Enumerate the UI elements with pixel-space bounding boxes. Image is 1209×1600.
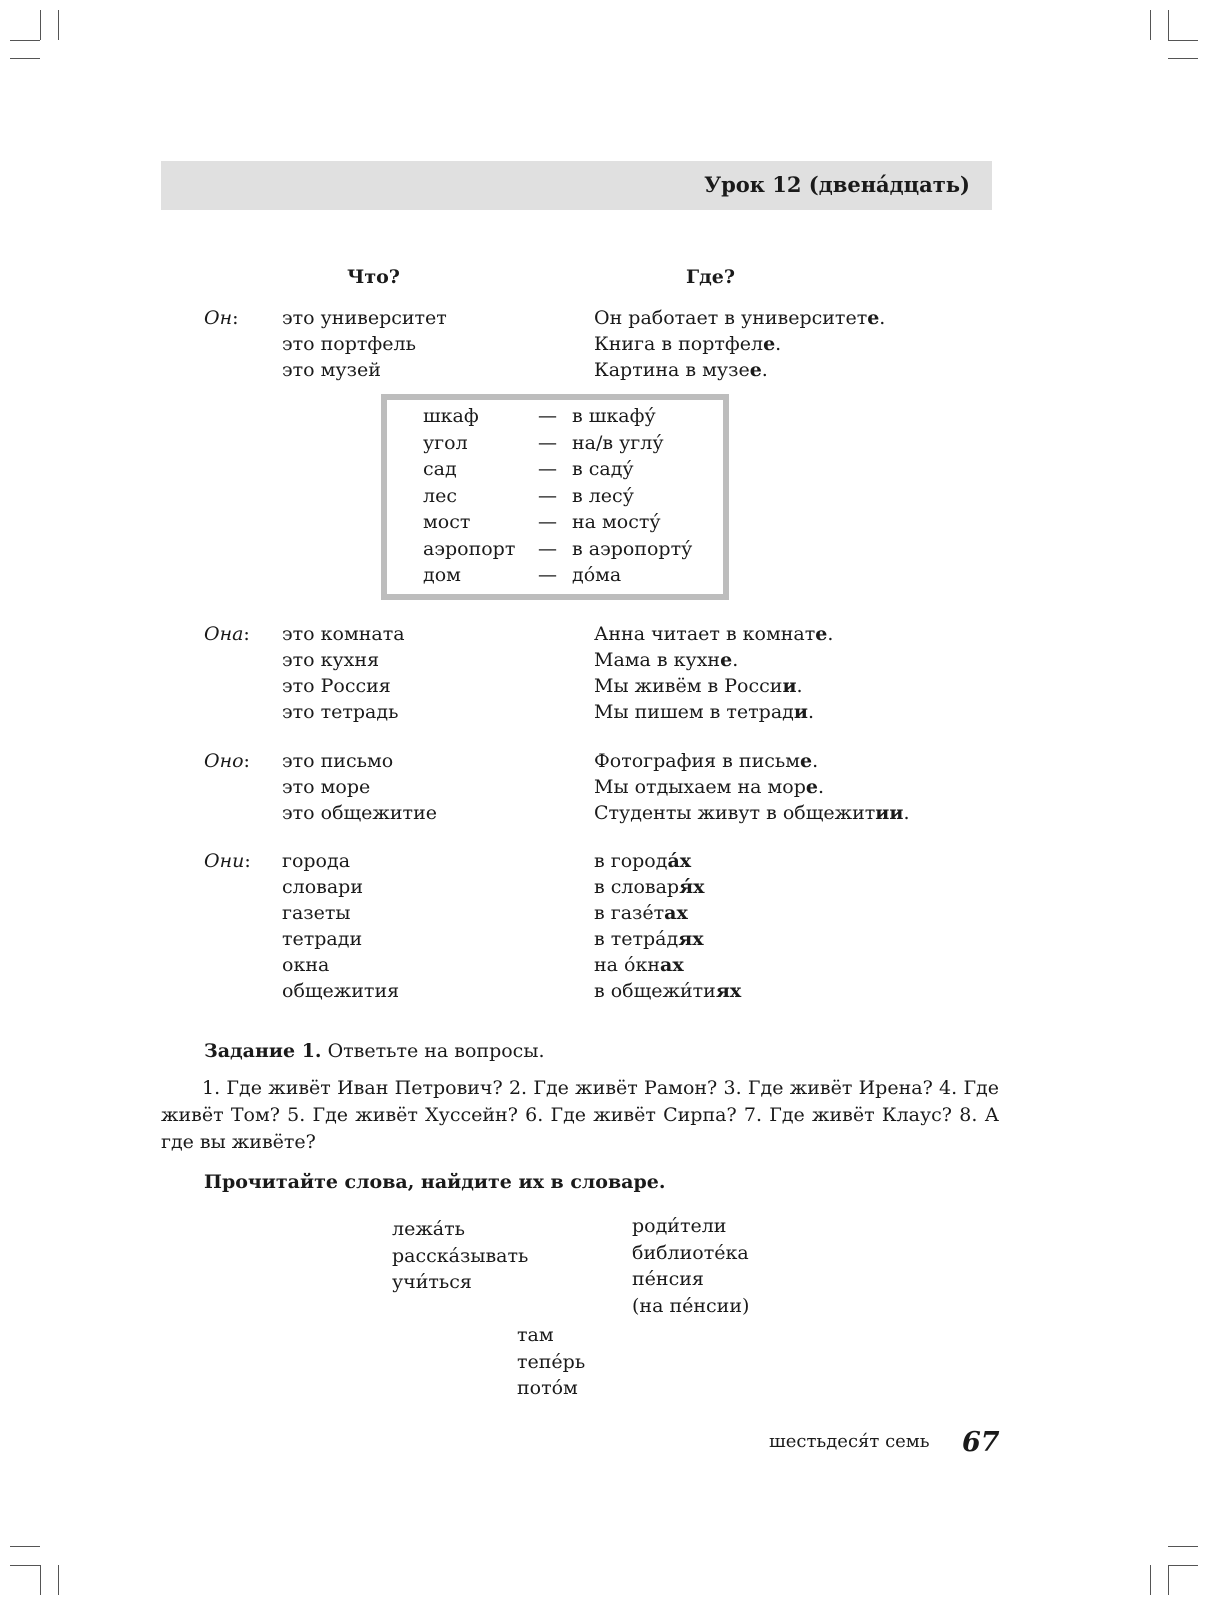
nominative-item: окна (282, 954, 330, 976)
nominative-item: словари (282, 876, 364, 898)
box-word: аэропорт (423, 537, 516, 560)
sentence-stem: в словар (594, 876, 680, 898)
nominative-item: города (282, 850, 351, 872)
vocab-word: тепе́рь (517, 1350, 586, 1373)
crop-mark (10, 58, 40, 59)
nominative-item: это музей (282, 359, 381, 381)
crop-mark (1168, 40, 1198, 41)
vocab-word: пе́нсия (632, 1268, 704, 1290)
pronoun-label (204, 305, 239, 331)
nominative-item: это Россия (282, 675, 391, 697)
crop-mark (10, 1546, 40, 1547)
sentence-stem: Он работает в университет (594, 307, 868, 329)
sentence-stem: в общежи́ти (594, 980, 716, 1002)
pronoun-separator: : (244, 850, 251, 872)
nominative-item: газеты (282, 902, 351, 924)
box-word: угол (423, 431, 468, 454)
sentence-stem: на о́кн (594, 954, 661, 976)
case-ending: и (793, 701, 808, 723)
prepositional-item (594, 978, 741, 1004)
prepositional-item (594, 774, 824, 800)
pronoun-label (204, 621, 250, 647)
pronoun: Оно (204, 750, 244, 772)
pronoun: Она (204, 623, 244, 645)
sentence-stem: Анна читает в комнат (594, 623, 816, 645)
box-word: сад (423, 458, 457, 480)
crop-mark (10, 40, 40, 41)
vocab-word: учи́ться (392, 1271, 472, 1293)
box-form: в саду́ (572, 458, 634, 480)
box-dash: — (538, 564, 557, 586)
nominative-item: это общежитие (282, 802, 437, 824)
sentence-stem: в город (594, 850, 668, 872)
box-dash: — (538, 484, 557, 507)
nominative-item: это комната (282, 623, 405, 645)
vocab-word: лежа́ть (392, 1218, 465, 1240)
case-ending: ах (664, 902, 688, 924)
vocab-word: пото́м (517, 1377, 578, 1399)
box-form: в лесу́ (572, 484, 634, 507)
case-ending: ях (678, 928, 704, 950)
crop-mark (1168, 1565, 1198, 1566)
vocab-heading: Прочитайте слова, найдите их в словаре. (204, 1171, 666, 1193)
pronoun-separator: : (243, 750, 250, 772)
crop-mark (40, 1565, 41, 1595)
prepositional-item (594, 305, 885, 331)
crop-mark (1168, 10, 1169, 40)
sentence-end: . (879, 307, 886, 329)
prepositional-item (594, 848, 691, 874)
case-ending: е (763, 333, 776, 355)
pronoun-label (204, 748, 250, 774)
case-ending: я́х (679, 876, 705, 898)
case-ending: е (805, 776, 818, 798)
crop-mark (40, 10, 41, 40)
sentence-end: . (827, 623, 834, 645)
nominative-item: общежития (282, 980, 400, 1002)
sentence-end: . (903, 802, 910, 824)
vocab-word: (на пе́нсии) (632, 1294, 750, 1317)
prepositional-item (594, 926, 704, 952)
task-1-instruction: Ответьте на вопросы. (321, 1040, 545, 1062)
sentence-stem: Картина в музе (594, 359, 750, 381)
nominative-item: это письмо (282, 750, 394, 772)
case-ending: а́х (667, 850, 692, 872)
prepositional-item (594, 673, 803, 699)
crop-mark (1168, 58, 1198, 59)
pronoun: Они (204, 850, 245, 872)
prepositional-item (594, 357, 768, 383)
sentence-end: . (818, 776, 825, 798)
box-word: дом (423, 564, 461, 586)
pronoun-separator: : (243, 623, 250, 645)
lesson-title: Урок 12 (двена́дцать) (704, 172, 970, 197)
pronoun-separator: : (232, 307, 239, 329)
nominative-item: тетради (282, 928, 363, 950)
case-ending: е (867, 307, 880, 329)
sentence-stem: Мы отдыхаем на мор (594, 776, 806, 798)
sentence-stem: Мы пишем в тетрад (594, 701, 794, 723)
vocab-word: расска́зывать (392, 1244, 529, 1267)
prepositional-item (594, 800, 910, 826)
prepositional-item (594, 748, 818, 774)
case-ending: ии (875, 802, 904, 824)
task-1-questions: 1. Где живёт Иван Петрович? 2. Где живёт Рамон? 3. Где живёт Ирена? 4. Где живёт Том? 5. Где живёт Хуссейн? 6. Где живёт Сирпа? 7. Где живёт Клаус? 8. А где вы живёте? (161, 1077, 999, 1153)
box-form: в аэропорту́ (572, 537, 693, 560)
case-ending: е (749, 359, 762, 381)
prepositional-item (594, 699, 814, 725)
pronoun-label (204, 848, 251, 874)
crop-mark (58, 10, 59, 40)
sentence-stem: Мы живём в Росси (594, 675, 783, 697)
column-heading-where: Где? (686, 266, 736, 288)
box-dash: — (538, 431, 557, 454)
crop-mark (1168, 1565, 1169, 1595)
case-ending: е (800, 750, 813, 772)
sentence-stem: Мама в кухн (594, 649, 721, 671)
lesson-header (161, 161, 992, 210)
sentence-end: . (812, 750, 819, 772)
crop-mark (10, 1565, 40, 1566)
nominative-item: это тетрадь (282, 701, 399, 723)
box-form: на/в углу́ (572, 431, 664, 454)
sentence-stem: Книга в портфел (594, 333, 764, 355)
column-heading-what: Что? (347, 266, 400, 288)
prepositional-item (594, 874, 704, 900)
sentence-end: . (807, 701, 815, 723)
vocab-word: роди́тели (632, 1215, 727, 1237)
box-dash: — (538, 511, 557, 533)
crop-mark (58, 1565, 59, 1595)
box-word: мост (423, 511, 471, 533)
task-1-label: Задание 1. (204, 1040, 322, 1062)
box-form: на мосту́ (572, 511, 661, 533)
case-ending: ях (715, 980, 742, 1002)
prepositional-item (594, 900, 688, 926)
sentence-stem: Студенты живут в общежит (594, 802, 876, 824)
vocab-word: библиоте́ка (632, 1241, 749, 1264)
nominative-item: это университет (282, 307, 447, 329)
sentence-end: . (761, 359, 768, 381)
crop-mark (1168, 1546, 1198, 1547)
crop-mark (1150, 10, 1151, 40)
box-form: в шкафу́ (572, 405, 656, 427)
page-number-words: шестьдеся́т семь (769, 1431, 930, 1452)
prepositional-item (594, 621, 833, 647)
sentence-stem: в тетра́д (594, 928, 679, 950)
case-ending: е (720, 649, 733, 671)
box-dash: — (538, 458, 557, 480)
nominative-item: это портфель (282, 333, 416, 355)
box-dash: — (538, 405, 557, 427)
sentence-stem: Фотография в письм (594, 750, 800, 772)
sentence-end: . (775, 333, 782, 355)
pronoun: Он (204, 307, 233, 329)
box-form: до́ма (572, 564, 622, 586)
sentence-end: . (796, 675, 803, 697)
sentence-stem: в газе́т (594, 902, 665, 924)
page-number: 67 (962, 1427, 1000, 1458)
box-dash: — (538, 537, 557, 560)
prepositional-item (594, 647, 738, 673)
crop-mark (1150, 1565, 1151, 1595)
task-1-heading (204, 1038, 544, 1064)
case-ending: ах (660, 954, 684, 976)
nominative-item: это кухня (282, 649, 380, 671)
case-ending: е (815, 623, 828, 645)
box-word: шкаф (423, 405, 479, 427)
nominative-item: это море (282, 776, 371, 798)
case-ending: и (782, 675, 797, 697)
prepositional-item (594, 331, 781, 357)
sentence-end: . (732, 649, 739, 671)
vocab-word: там (517, 1324, 554, 1346)
prepositional-item (594, 952, 684, 978)
box-word: лес (423, 484, 457, 507)
